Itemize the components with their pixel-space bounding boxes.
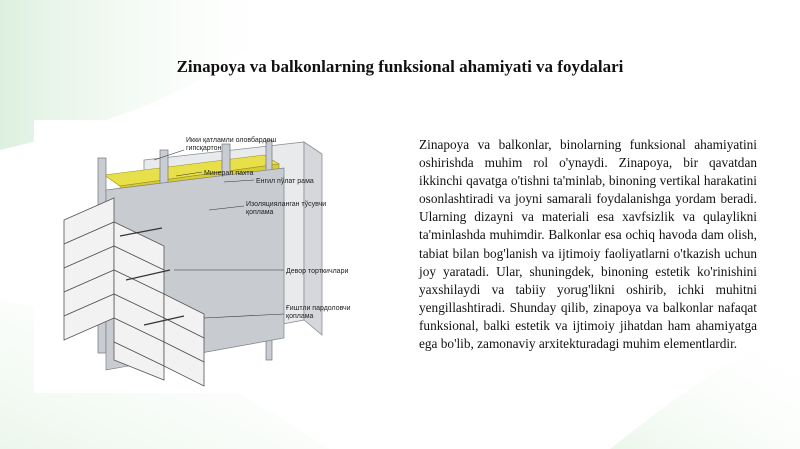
slide-title: Zinapoya va balkonlarning funksional ahamiyati va foydalari [176,57,624,76]
label-brick-veneer-2: қоплама [286,313,314,320]
label-brick-veneer: Ғиштли пардоловчи [286,305,351,312]
label-gypsum-2: гипсқартон [186,145,222,152]
label-sheathing-2: қоплама [246,209,274,216]
label-steel-frame: Енгил пўлат рама [256,178,314,185]
wall-construction-diagram [34,120,400,393]
body-paragraph: Zinapoya va balkonlar, binolarning funksional ahamiyatini oshirishda muhim rol o'ynaydi. Zinapoya, bir qavatdan ikkinchi qavatga o'tishni ta'minlab, binoning vertikal harakatini osonlashtiradi va joyni samarali foydalanishga yordam beradi. Ularning dizayni va materiali esa xavfsizlik va qulaylikni ta'minlashda muhimdir. Balkonlar esa ochiq havoda dam olish, tabiat bilan bog'lanish va ijtimoiy faoliyatlarni o'tkazish uchun joy yaratadi. Ular, shuningdek, binoning estetik ko'rinishini yaxshilaydi va tabiiy yorug'likni oshirib, ichki muhitni yengillashtiradi. Shunday qilib, zinapoya va balkonlar nafaqat funksional, balki estetik va ijtimoiy jihatdan ham ahamiyatga ega bo'lib, zamonaviy arxitekturadagi muhim elementlardir. [419,137,757,352]
label-wall-ties: Девор торткичлари [286,268,349,275]
label-mineral-wool: Минерал пахта [204,170,254,177]
label-gypsum: Икки қатламли оловбардош [186,137,277,144]
label-sheathing: Изоляцияланган тўсувчи [246,201,327,208]
